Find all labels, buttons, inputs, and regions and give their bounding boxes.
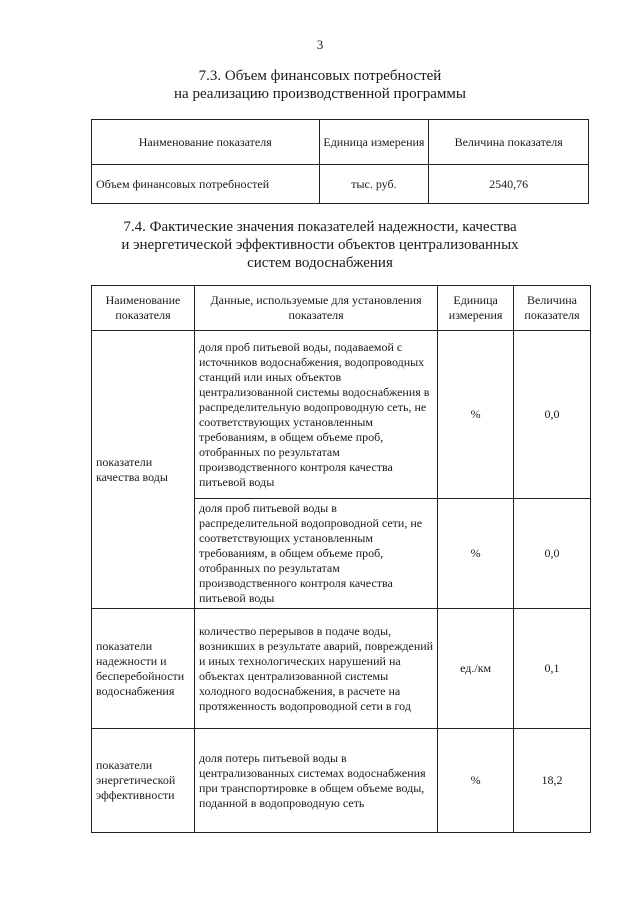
reliability-indicators-table [91, 285, 591, 833]
value-cell: 18,2 [514, 729, 591, 833]
indicator-data-cell: доля проб питьевой воды в распределительной водопроводной сети, не соответствующих установленным требованиям, в общем объеме проб, отобранных по результатам производственного контроля качества питьевой воды [194, 499, 437, 609]
value-cell: 2540,76 [429, 165, 589, 204]
indicator-data-cell: доля проб питьевой воды, подаваемой с источников водоснабжения, водопроводных станций или иных объектов централизованной системы водоснабжения в распределительную водопроводную сеть, не соответствующих установленным требованиям, в общем объеме проб, отобранных по результатам производственного контроля качества питьевой воды [194, 331, 437, 499]
table-row [92, 729, 591, 833]
page-number: 3 [316, 37, 324, 52]
indicator-data-cell: количество перерывов в подаче воды, возникших в результате аварий, повреждений и иных технологических нарушений на объектах централизованной системы холодного водоснабжения, в расчете на протяженность водопроводной сети в год [194, 609, 437, 729]
value-cell: 0,1 [514, 609, 591, 729]
column-header: Наименование показателя [92, 120, 320, 165]
heading-line: 7.4. Фактические значения показателей надежности, качества [123, 219, 517, 235]
table-row [92, 331, 591, 499]
unit-cell: % [438, 499, 514, 609]
indicator-name-cell: Объем финансовых потребностей [92, 165, 320, 204]
heading-line: и энергетической эффективности объектов централизованных [121, 237, 519, 253]
heading-line: 7.3. Объем финансовых потребностей [198, 68, 442, 84]
value-cell: 0,0 [514, 499, 591, 609]
column-header: Наименование показателя [92, 286, 195, 331]
indicator-group-cell: показатели качества воды [92, 331, 195, 609]
unit-cell: % [438, 331, 514, 499]
unit-cell: ед./км [438, 609, 514, 729]
indicator-group-cell: показатели надежности и бесперебойности водоснабжения [92, 609, 195, 729]
column-header: Величина показателя [514, 286, 591, 331]
table-header-row [92, 286, 591, 331]
section-heading-financial [0, 67, 640, 103]
column-header: Данные, используемые для установления показателя [194, 286, 437, 331]
table-row [92, 609, 591, 729]
financial-needs-table [91, 119, 589, 204]
table-row [92, 165, 589, 204]
section-heading-indicators [0, 218, 640, 272]
column-header: Единица измерения [319, 120, 429, 165]
column-header: Величина показателя [429, 120, 589, 165]
column-header: Единица измерения [438, 286, 514, 331]
indicator-group-cell: показатели энергетической эффективности [92, 729, 195, 833]
indicator-data-cell: доля потерь питьевой воды в централизованных системах водоснабжения при транспортировке в общем объеме воды, поданной в водопроводную сеть [194, 729, 437, 833]
heading-line: на реализацию производственной программы [174, 86, 466, 102]
unit-cell: тыс. руб. [319, 165, 429, 204]
unit-cell: % [438, 729, 514, 833]
table-header-row [92, 120, 589, 165]
heading-line: систем водоснабжения [247, 255, 393, 271]
value-cell: 0,0 [514, 331, 591, 499]
